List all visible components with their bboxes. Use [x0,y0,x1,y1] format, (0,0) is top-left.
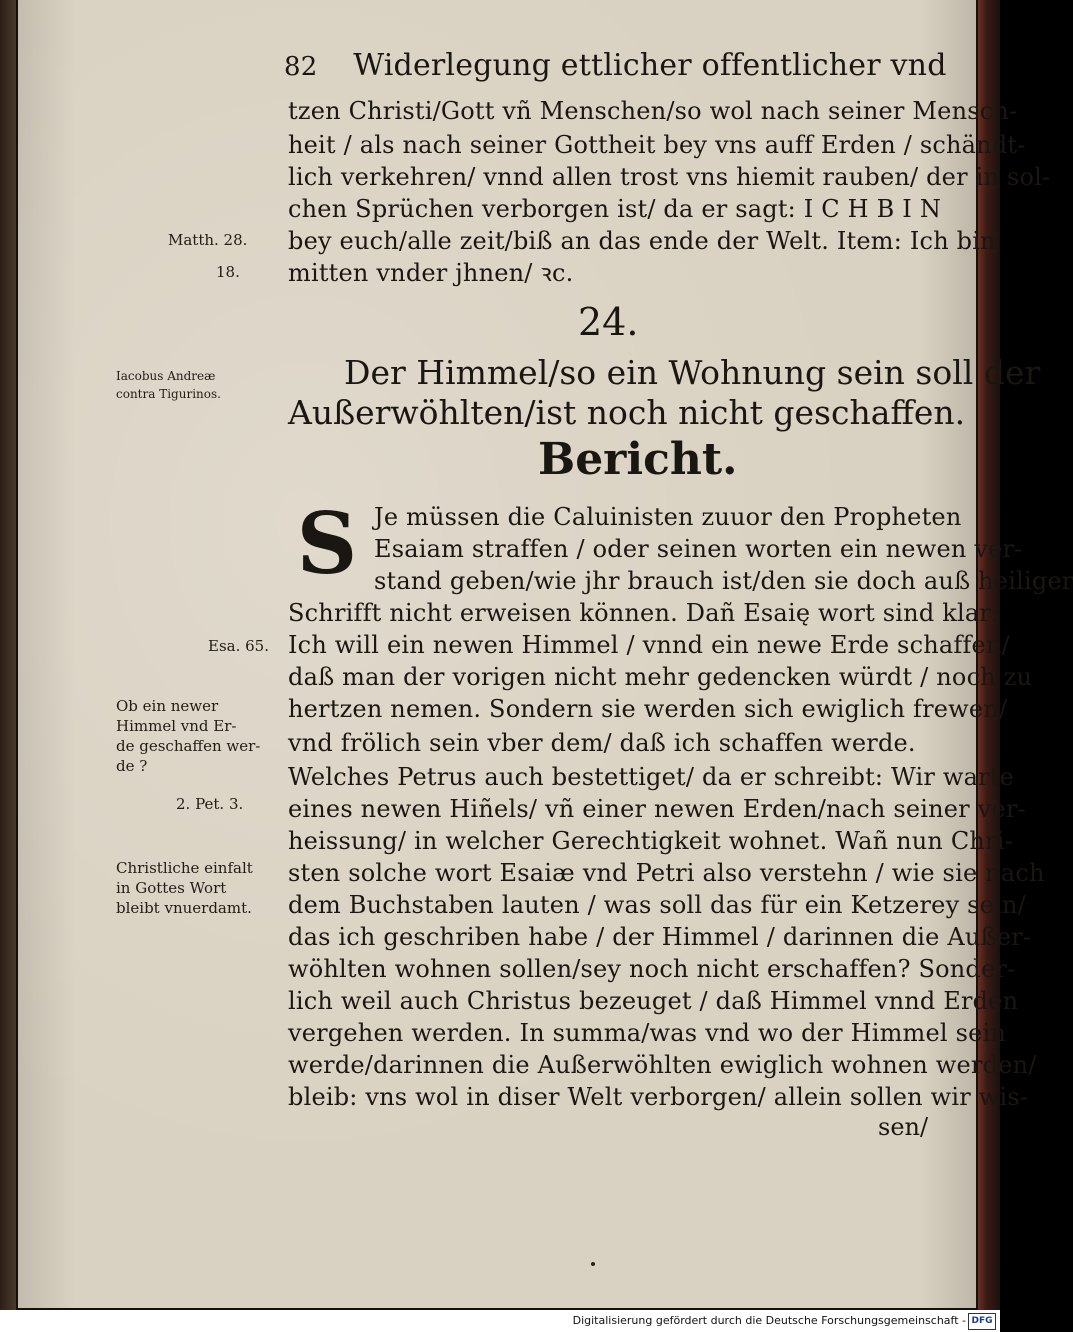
margin-note-jacobus: contra Tigurinos. [116,387,221,401]
margin-note-question: de geschaffen wer- [116,737,261,755]
text-line: Esaiam straffen / oder seinen worten ein newen ver- [374,535,1023,563]
margin-note-esa: Esa. 65. [208,637,269,655]
dfg-logo-icon: DFG [968,1313,996,1330]
text-line: tzen Christi/Gott vñ Menschen/so wol nach seiner Mensch- [288,97,1018,125]
margin-note-question: Himmel vnd Er- [116,717,237,735]
decorated-initial: S [296,494,358,593]
text-line: sten solche wort Esaiæ vnd Petri also verstehn / wie sie nach [288,859,1045,887]
text-line: dem Buchstaben lauten / was soll das für ein Ketzerey sein/ [288,891,1026,919]
section-heading: Außerwöhlten/ist noch nicht geschaffen. [288,393,966,432]
text-line: chen Sprüchen verborgen ist/ da er sagt: I C H B I N [288,195,942,223]
text-line: werde/darinnen die Außerwöhlten ewiglich wohnen werden/ [288,1051,1037,1079]
margin-note-christliche: Christliche einfalt [116,859,253,877]
text-line: lich weil auch Christus bezeuget / daß Himmel vnnd Erden [288,987,1019,1015]
text-line: mitten vnder jhnen/ ꝛc. [288,259,574,287]
text-line: Ich will ein newen Himmel / vnnd ein newe Erde schaffen/ [288,631,1010,659]
margin-note-christliche: in Gottes Wort [116,879,227,897]
section-heading: Der Himmel/so ein Wohnung sein soll der [344,353,1041,392]
ink-speck [591,1262,595,1266]
footer-credit: Digitalisierung gefördert durch die Deutsche Forschungsgemeinschaft - [572,1314,966,1327]
sub-heading: Bericht. [538,434,738,485]
text-line: wöhlten wohnen sollen/sey noch nicht erschaffen? Sonder- [288,955,1016,983]
text-line: eines newen Hiñels/ vñ einer newen Erden/nach seiner ver- [288,795,1026,823]
running-title: Widerlegung ettlicher offentlicher vnd [353,48,947,83]
text-line: Schrifft nicht erweisen können. Dañ Esaię wort sind klar: [288,599,1000,627]
book-edge-left [0,0,16,1310]
margin-note-question: Ob ein newer [116,697,219,715]
margin-note-christliche: bleibt vnuerdamt. [116,899,252,917]
text-line: heit / als nach seiner Gottheit bey vns auff Erden / schändt- [288,131,1026,159]
margin-note-matth: Matth. 28. [168,231,248,249]
text-line: das ich geschriben habe / der Himmel / darinnen die Außer- [288,923,1032,951]
text-line: Je müssen die Caluinisten zuuor den Propheten [374,503,962,531]
text-line: lich verkehren/ vnnd allen trost vns hiemit rauben/ der in sol- [288,163,1051,191]
text-line: heissung/ in welcher Gerechtigkeit wohnet. Wañ nun Chri- [288,827,1013,855]
text-line: bey euch/alle zeit/biß an das ende der Welt. Item: Ich bin [288,227,996,255]
text-line: stand geben/wie jhr brauch ist/den sie doch auß heiliger [374,567,1073,595]
running-header [284,46,947,87]
text-line: bleib: vns wol in diser Welt verborgen/ allein sollen wir wis- [288,1083,1029,1111]
text-line: vergehen werden. In summa/was vnd wo der Himmel sein [288,1019,1007,1047]
text-line: Welches Petrus auch bestettiget/ da er schreibt: Wir warte [288,763,1015,791]
text-line: hertzen nemen. Sondern sie werden sich ewiglich frewen/ [288,695,1008,723]
section-number: 24. [578,300,639,344]
footer-bar [0,1310,1000,1332]
page-number: 82 [284,52,318,82]
text-line: daß man der vorigen nicht mehr gedencken würdt / noch zu [288,663,1033,691]
text-line: vnd frölich sein vber dem/ daß ich schaffen werde. [288,729,916,757]
catchword: sen/ [878,1113,929,1141]
margin-note-pet: 2. Pet. 3. [176,795,244,813]
margin-note-jacobus: Iacobus Andreæ [116,369,216,383]
margin-note-question: de ? [116,757,148,775]
book-page [18,0,1073,1308]
margin-note-matth: 18. [216,263,240,281]
